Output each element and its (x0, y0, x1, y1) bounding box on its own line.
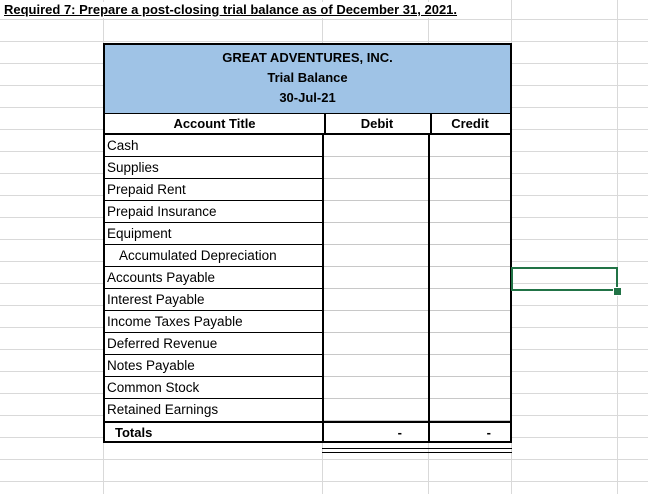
credit-cell[interactable] (430, 223, 510, 245)
account-row (105, 157, 324, 179)
account-row (105, 135, 324, 157)
debit-cell[interactable] (324, 201, 430, 223)
account-name[interactable]: Equipment (107, 226, 172, 241)
account-name[interactable]: Supplies (107, 160, 159, 175)
debit-cell[interactable] (324, 311, 430, 333)
account-name[interactable]: Income Taxes Payable (107, 314, 243, 329)
account-rows (103, 135, 512, 421)
credit-cell[interactable] (430, 157, 510, 179)
totals-row (103, 421, 512, 443)
account-name[interactable]: Interest Payable (107, 292, 205, 307)
credit-cell[interactable] (430, 377, 510, 399)
selected-cell[interactable] (511, 267, 618, 291)
double-underline (322, 448, 512, 453)
account-name[interactable]: Accumulated Depreciation (119, 248, 277, 263)
debit-cell[interactable] (324, 355, 430, 377)
debit-cell[interactable] (324, 289, 430, 311)
credit-cell[interactable] (430, 267, 510, 289)
credit-cell[interactable] (430, 399, 510, 421)
account-title-header[interactable]: Account Title (173, 116, 256, 131)
column-divider (428, 135, 430, 421)
account-name[interactable]: Prepaid Insurance (107, 204, 217, 219)
credit-cell[interactable] (430, 245, 510, 267)
account-name[interactable]: Prepaid Rent (107, 182, 186, 197)
instruction-heading: Required 7: Prepare a post-closing trial balance as of December 31, 2021. (4, 2, 458, 17)
statement-date: 30-Jul-21 (279, 90, 336, 105)
account-row (105, 333, 324, 355)
account-name[interactable]: Notes Payable (107, 358, 195, 373)
statement-title: Trial Balance (267, 70, 348, 85)
gridline-row (0, 459, 648, 460)
gridline-row (0, 41, 648, 42)
debit-cell[interactable] (324, 245, 430, 267)
debit-cell[interactable] (324, 399, 430, 421)
totals-label[interactable]: Totals (115, 425, 153, 440)
account-row (105, 399, 324, 421)
account-row (105, 179, 324, 201)
credit-cell[interactable] (430, 179, 510, 201)
trial-balance-table (103, 43, 512, 448)
fill-handle[interactable] (613, 287, 622, 296)
account-row (105, 311, 324, 333)
credit-cell[interactable] (430, 355, 510, 377)
debit-cell[interactable] (324, 157, 430, 179)
credit-cell[interactable] (430, 201, 510, 223)
company-name: GREAT ADVENTURES, INC. (222, 50, 393, 65)
account-name[interactable]: Deferred Revenue (107, 336, 218, 351)
account-row (105, 245, 324, 267)
credit-cell[interactable] (430, 135, 510, 157)
total-debit-cell[interactable]: - (397, 425, 402, 440)
debit-cell[interactable] (324, 223, 430, 245)
credit-cell[interactable] (430, 289, 510, 311)
account-row (105, 289, 324, 311)
credit-cell[interactable] (430, 333, 510, 355)
statement-header (103, 43, 512, 113)
debit-cell[interactable] (324, 179, 430, 201)
account-row (105, 355, 324, 377)
debit-cell[interactable] (324, 377, 430, 399)
debit-cell[interactable] (324, 267, 430, 289)
debit-header[interactable]: Debit (360, 116, 394, 131)
account-name[interactable]: Common Stock (107, 380, 200, 395)
account-row (105, 267, 324, 289)
debit-cell[interactable] (324, 333, 430, 355)
account-row (105, 223, 324, 245)
account-row (105, 201, 324, 223)
credit-header[interactable]: Credit (451, 116, 489, 131)
account-name[interactable]: Cash (107, 138, 139, 153)
gridline-column (617, 0, 618, 494)
credit-cell[interactable] (430, 311, 510, 333)
total-credit-cell[interactable]: - (486, 425, 491, 440)
debit-cell[interactable] (324, 135, 430, 157)
column-header-row (103, 113, 512, 135)
gridline-row (0, 481, 648, 482)
account-name[interactable]: Accounts Payable (107, 270, 216, 285)
gridline-row (0, 19, 648, 20)
column-divider (322, 135, 324, 421)
account-name[interactable]: Retained Earnings (107, 402, 219, 417)
account-row (105, 377, 324, 399)
